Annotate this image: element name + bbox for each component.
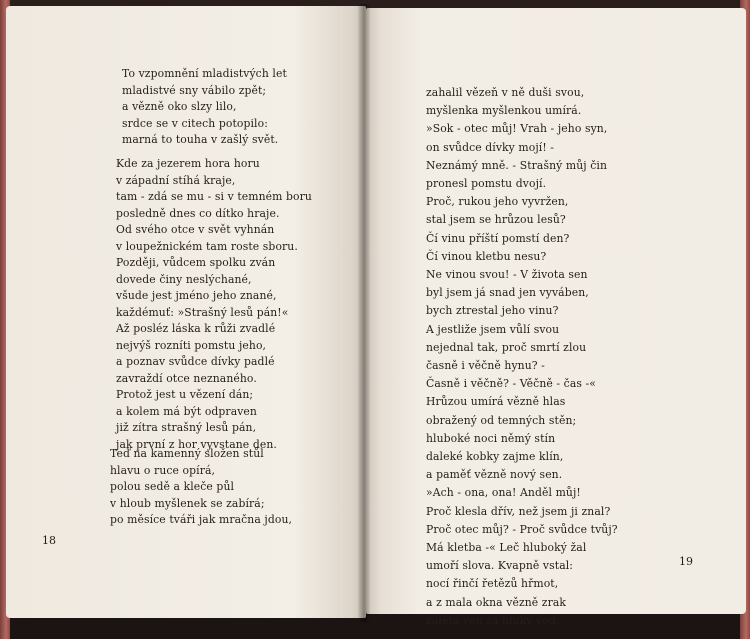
- verse-line: po měsíce tváři jak mračna jdou,: [110, 513, 293, 526]
- verse-line: on svůdce dívky mojí! -: [426, 140, 555, 154]
- verse-line: v loupežnickém tam roste sboru.: [116, 239, 298, 253]
- verse-line: a vězně oko slzy lilo,: [122, 100, 237, 113]
- verse-line: a z mala okna vězně zrak: [426, 595, 567, 609]
- verse-line: Protož jest u vězení dán;: [116, 388, 254, 401]
- verse-line: byl jsem já snad jen vyváben,: [426, 286, 589, 300]
- verse-line: nejvýš rozníti pomstu jeho,: [116, 338, 267, 352]
- left-page: [6, 6, 366, 618]
- stanza-right: [426, 84, 618, 630]
- verse-line: a kolem má být odpraven: [116, 404, 257, 418]
- verse-line: Kde za jezerem hora horu: [116, 157, 260, 170]
- book-gutter: [358, 4, 370, 622]
- verse-line: pronesl pomstu dvojí.: [426, 177, 547, 191]
- stanza-1: [122, 66, 287, 149]
- verse-line: již zítra strašný lesů pán,: [116, 421, 257, 434]
- verse-line: A jestliže jsem vůlí svou: [426, 322, 560, 336]
- page-number-left: 18: [42, 534, 56, 547]
- stanza-3: [110, 446, 292, 529]
- verse-line: Čí vinou kletbu nesu?: [426, 249, 547, 263]
- page-number-right: 19: [679, 555, 693, 568]
- stanza-2: [116, 156, 312, 453]
- verse-line: hluboké noci němý stín: [426, 431, 556, 445]
- verse-line: jak první z hor vyvstane den.: [116, 437, 277, 451]
- verse-line: daleké kobky zajme klín,: [426, 450, 564, 464]
- verse-line: v hloub myšlenek se zabírá;: [110, 496, 265, 510]
- verse-line: »Sok - otec můj! Vrah - jeho syn,: [426, 122, 608, 136]
- verse-line: nejednal tak, proč smrtí zlou: [426, 340, 587, 354]
- verse-line: marná to touha v zašlý svět.: [122, 133, 279, 146]
- verse-line: stal jsem se hrůzou lesů?: [426, 213, 566, 227]
- verse-line: To vzpomnění mladistvých let: [122, 67, 287, 80]
- verse-line: Neznámý mně. - Strašný můj čin: [426, 158, 607, 172]
- verse-line: Až posléz láska k růži zvadlé: [116, 322, 276, 335]
- verse-line: myšlenka myšlenkou umírá.: [426, 104, 582, 118]
- verse-line: dovede činy neslýchané,: [116, 272, 252, 286]
- verse-line: umoří slova. Kvapně vstal:: [426, 559, 574, 573]
- verse-line: všude jest jméno jeho znané,: [116, 289, 277, 302]
- verse-line: Čí vinu příští pomstí den?: [426, 231, 570, 245]
- verse-line: »Ach - ona, ona! Anděl můj!: [426, 486, 581, 500]
- verse-line: Od svého otce v svět vyhnán: [116, 223, 275, 236]
- verse-line: nocí řinčí řetězů hřmot,: [426, 577, 559, 591]
- verse-line: Má kletba -« Leč hluboký žal: [426, 541, 587, 555]
- verse-line: Časně i věčně? - Věčně - čas -«: [426, 377, 596, 391]
- verse-line: Proč otec můj? - Proč svůdce tvůj?: [426, 522, 618, 536]
- verse-line: a poznav svůdce dívky padlé: [116, 355, 275, 368]
- verse-line: tam - zdá se mu - si v temném boru: [116, 190, 312, 203]
- verse-line: obražený od temných stěn;: [426, 413, 577, 427]
- verse-line: Proč klesla dřív, než jsem ji znal?: [426, 504, 611, 518]
- verse-line: zalétá ven za hluky vod. -: [426, 613, 567, 627]
- verse-line: Proč, rukou jeho vyvržen,: [426, 195, 569, 209]
- verse-line: polou sedě a kleče půl: [110, 480, 235, 493]
- verse-line: Hrůzou umírá vězně hlas: [426, 395, 566, 409]
- verse-line: časně i věčně hynu? -: [426, 359, 545, 373]
- verse-line: Teď na kamenný složen stůl: [110, 447, 264, 460]
- verse-line: Ne vinou svou! - V života sen: [426, 268, 588, 282]
- verse-line: a paměť vězně nový sen.: [426, 468, 563, 482]
- verse-line: posledně dnes co dítko hraje.: [116, 206, 280, 220]
- verse-line: hlavu o ruce opírá,: [110, 463, 216, 477]
- verse-line: zahalil vězeň v ně duši svou,: [426, 86, 585, 99]
- verse-line: každémuť: »Strašný lesů pán!«: [116, 305, 289, 319]
- verse-line: v západní stíhá kraje,: [116, 173, 236, 187]
- verse-line: bych ztrestal jeho vinu?: [426, 304, 559, 318]
- verse-line: zavraždí otce neznaného.: [116, 371, 257, 385]
- verse-line: mladistvé sny vábilo zpět;: [122, 83, 267, 97]
- right-page: [366, 8, 746, 627]
- verse-line: Později, vůdcem spolku zván: [116, 256, 276, 269]
- verse-line: srdce se v citech potopilo:: [122, 116, 268, 130]
